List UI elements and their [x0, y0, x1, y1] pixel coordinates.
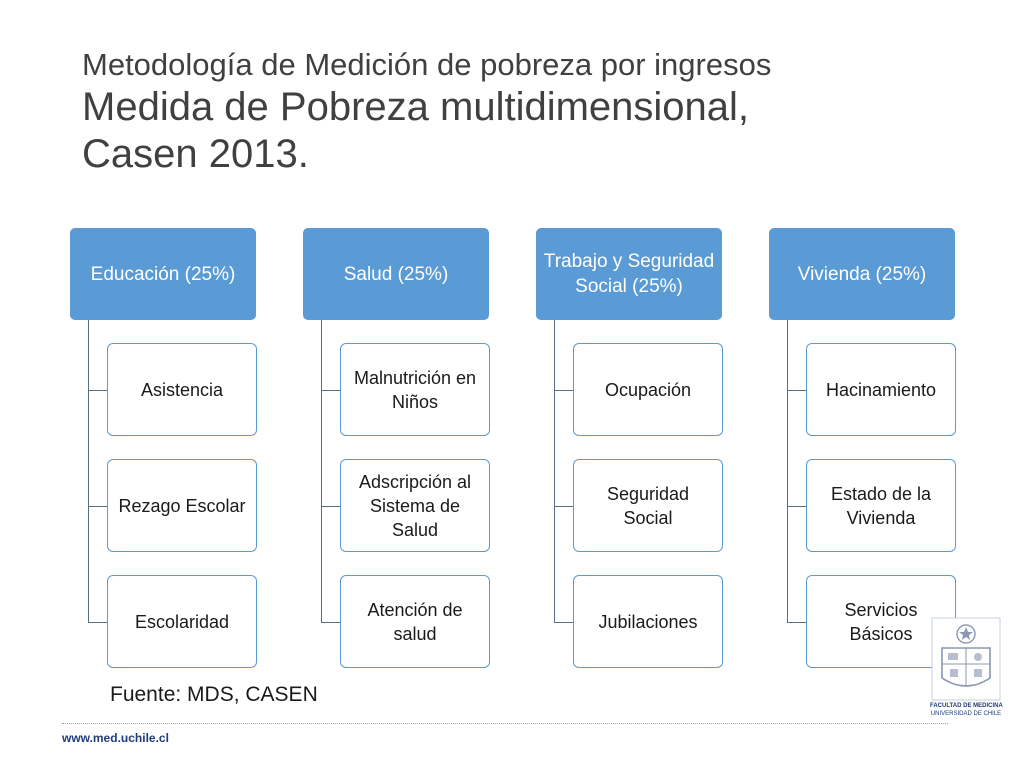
indicator-box: Hacinamiento	[806, 343, 956, 436]
indicator-box: Rezago Escolar	[107, 459, 257, 552]
connector-line	[321, 390, 340, 391]
logo-title: FACULTAD DE MEDICINA	[930, 703, 1003, 709]
connector-line	[88, 622, 107, 623]
university-logo	[930, 616, 1002, 722]
logo-subtitle: UNIVERSIDAD DE CHILE	[930, 711, 1002, 717]
indicator-box: Malnutrición en Niños	[340, 343, 490, 436]
connector-line	[787, 390, 806, 391]
indicator-box: Adscripción al Sistema de Salud	[340, 459, 490, 552]
connector-line	[88, 390, 107, 391]
connector-line	[554, 320, 555, 622]
indicator-box: Servicios Básicos	[806, 575, 956, 668]
connector-line	[787, 506, 806, 507]
indicator-box: Asistencia	[107, 343, 257, 436]
slide-subtitle: Metodología de Medición de pobreza por ingresos	[82, 47, 772, 82]
category-header-salud: Salud (25%)	[303, 228, 489, 320]
connector-line	[554, 622, 573, 623]
connector-line	[321, 506, 340, 507]
indicator-box: Jubilaciones	[573, 575, 723, 668]
category-header-trabajo: Trabajo y Seguridad Social (25%)	[536, 228, 722, 320]
source-note: Fuente: MDS, CASEN	[110, 683, 318, 706]
connector-line	[321, 622, 340, 623]
indicator-box: Escolaridad	[107, 575, 257, 668]
slide-title: Medida de Pobreza multidimensional, Casen 2013.	[82, 85, 750, 176]
connector-line	[321, 320, 322, 622]
connector-line	[554, 506, 573, 507]
connector-line	[554, 390, 573, 391]
connector-line	[88, 320, 89, 622]
connector-line	[88, 506, 107, 507]
footer-divider	[62, 723, 948, 724]
logo-emblem-icon	[930, 616, 1002, 702]
indicator-box: Estado de la Vivienda	[806, 459, 956, 552]
category-header-educacion: Educación (25%)	[70, 228, 256, 320]
connector-line	[787, 622, 806, 623]
indicator-box: Seguridad Social	[573, 459, 723, 552]
category-header-vivienda: Vivienda (25%)	[769, 228, 955, 320]
indicator-box: Ocupación	[573, 343, 723, 436]
footer-url-link[interactable]: www.med.uchile.cl	[62, 731, 169, 745]
indicator-box: Atención de salud	[340, 575, 490, 668]
connector-line	[787, 320, 788, 622]
